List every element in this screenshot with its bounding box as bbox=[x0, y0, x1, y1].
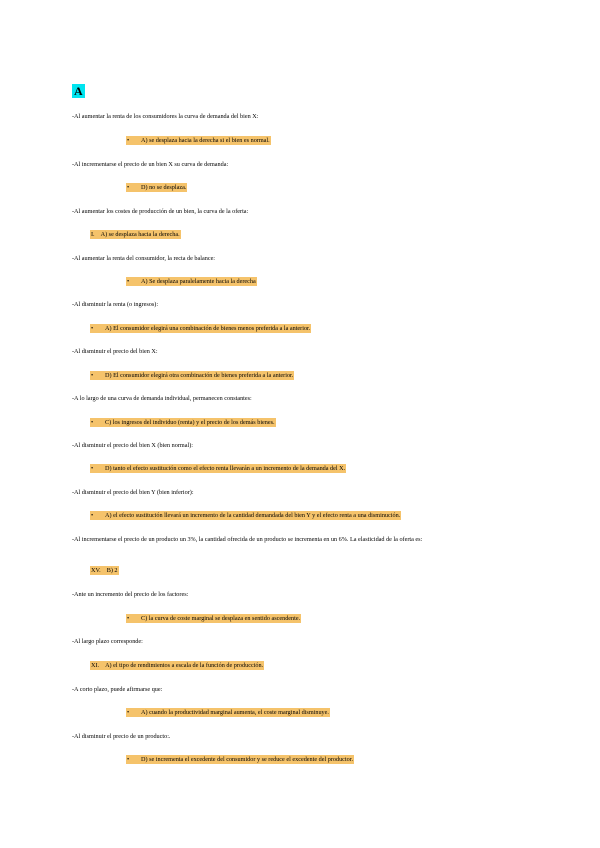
answer-4 bbox=[126, 277, 257, 286]
bullet-marker: • bbox=[127, 137, 130, 144]
question-12: -Al largo plazo corresponde: bbox=[72, 638, 143, 645]
bullet-marker: • bbox=[91, 419, 94, 426]
question-14: -Al disminuir el precio de un producto:. bbox=[72, 733, 171, 740]
answer-9 bbox=[90, 511, 401, 520]
question-3: -Al aumentar los costes de producción de un bien, la curva de la oferta: bbox=[72, 208, 249, 215]
answer-text: A) El consumidor elegirá una combinación de bienes menos preferida a la anterior. bbox=[105, 325, 311, 332]
answer-8 bbox=[90, 464, 346, 473]
question-13: -A corto plazo, puede afirmarse que: bbox=[72, 686, 163, 693]
question-2: -Al incrementarse el precio de un bien X su curva de demanda: bbox=[72, 161, 229, 168]
answer-text: B) 2 bbox=[106, 567, 118, 574]
question-6: -Al disminuir el precio del bien X: bbox=[72, 348, 158, 355]
section-letter: A bbox=[74, 84, 83, 98]
bullet-marker: • bbox=[91, 325, 94, 332]
bullet-marker: • bbox=[127, 184, 130, 191]
answer-text: A) el tipo de rendimientos a escala de la función de producción. bbox=[105, 662, 264, 669]
question-8: -Al disminuir el precio del bien X (bien normal): bbox=[72, 442, 193, 449]
answer-14 bbox=[126, 755, 354, 764]
answer-1 bbox=[126, 136, 271, 145]
answer-10 bbox=[90, 566, 119, 575]
answer-text: A) cuando la productividad marginal aumenta, el coste marginal disminuye. bbox=[141, 709, 329, 716]
bullet-marker: • bbox=[127, 278, 130, 285]
question-1: -Al aumentar la renta de los consumidores la curva de demanda del bien X: bbox=[72, 113, 259, 120]
answer-text: A) Se desplaza paralelamente hacia la derecha bbox=[141, 278, 256, 285]
bullet-marker: • bbox=[91, 465, 94, 472]
question-7: -A lo largo de una curva de demanda individual, permanecen constantes: bbox=[72, 395, 252, 402]
bullet-marker: • bbox=[127, 615, 130, 622]
answer-7 bbox=[90, 418, 276, 427]
bullet-marker: • bbox=[91, 512, 94, 519]
bullet-marker: • bbox=[127, 709, 130, 716]
question-9: -Al disminuir el precio del bien Y (bien inferior): bbox=[72, 489, 194, 496]
answer-text: A) el efecto sustitución llevará un incremento de la cantidad demandada del bien Y y el efecto renta a una disminución. bbox=[105, 512, 401, 519]
answer-text: D) tanto el efecto sustitución como el efecto renta llevarán a un incremento de la demanda del X. bbox=[105, 465, 346, 472]
answer-3 bbox=[90, 230, 181, 239]
question-11: -Ante un incremento del precio de los factores: bbox=[72, 591, 189, 598]
answer-11 bbox=[126, 614, 301, 623]
answer-12 bbox=[90, 661, 264, 670]
question-4: -Al aumentar la renta del consumidor, la recta de balance: bbox=[72, 255, 216, 262]
bullet-marker: • bbox=[127, 756, 130, 763]
answer-2 bbox=[126, 183, 187, 192]
roman-marker: XV. bbox=[91, 567, 101, 574]
answer-text: A) se desplaza hacia la derecha. bbox=[100, 231, 180, 238]
roman-marker: I. bbox=[91, 231, 95, 238]
answer-text: D) El consumidor elegirá otra combinación de bienes preferida a la anterior. bbox=[105, 372, 294, 379]
roman-marker: XI. bbox=[91, 662, 100, 669]
answer-text: A) se desplaza hacia la derecha si el bien es normal. bbox=[141, 137, 270, 144]
question-10: -Al incrementarse el precio de un producto un 3%, la cantidad ofrecida de un producto se incrementa en un 6%. La elasticidad de la oferta es: bbox=[72, 536, 423, 543]
bullet-marker: • bbox=[91, 372, 94, 379]
answer-text: D) se incrementa el excedente del consumidor y se reduce el excedente del productor. bbox=[141, 756, 353, 763]
answer-text: D) no se desplaza. bbox=[141, 184, 187, 191]
answer-6 bbox=[90, 371, 294, 380]
answer-text: C) los ingresos del individuo (renta) y el precio de los demás bienes. bbox=[105, 419, 275, 426]
answer-5 bbox=[90, 324, 311, 333]
answer-13 bbox=[126, 708, 330, 717]
answer-text: C) la curva de coste marginal se desplaza en sentido ascendente. bbox=[141, 615, 301, 622]
question-5: -Al disminuir la renta (o ingresos): bbox=[72, 301, 159, 308]
